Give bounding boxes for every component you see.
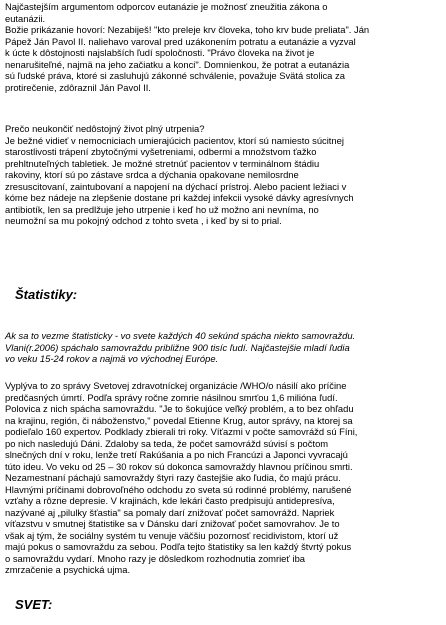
- paragraph-euthanasia-arguments: Najčastejším argumentom odporcov eutanázie je možnosť zneužitia zákona o eutanázii. Božie prikázanie hovorí: Nezabiješ! "kto preleje krv človeka, toho krv bude preliata". Ján Pápež Ján Pavol II. naliehavo varoval pred uzákonením potratu a eutanázie a vyzval k úcte k dôstojnosti najslabších ľudí spoločnosti. "Právo človeka na život je nenarušiteľné, najmä na jeho začiatku a konci". Domnienkou, že potrat a eutanázia sú ľudské práva, ktoré si zasluhujú zákonné schválenie, považuje Svätá stolica za protirečenie, zdôraznil Ján Pavol II.: [5, 1, 370, 93]
- heading-world: SVET:: [15, 597, 53, 612]
- paragraph-suffering: Prečo neukončiť nedôstojný život plný utrpenia? Je bežné vidieť v nemocniciach umierajúcich pacientov, ktorí sú namiesto súcitnej starostlivosti trápení zbytočnými vyšetreniami, odbermi a množstvom ťažko prehltnuteľných tabletiek. Je možné stretnúť pacientov v terminálnom štádiu rakoviny, ktorí sú po zástave srdca a dýchania opakovane nemilosrdne zresuscitovaní, zaintubovaní a napojení na dýchací prístroj. Alebo pacient ležiaci v kóme bez nádeje na zlepšenie dostane pri každej infekcii vysoké dávky agresívnych antibiotík, len sa predlžuje jeho utrpenie i keď ho už možno ani nevníma, no neumožní sa mu pokojný odchod z tohto sveta , i keď by si to prial.: [5, 123, 354, 226]
- heading-statistics: Štatistiky:: [15, 287, 78, 302]
- paragraph-statistics-note: Ak sa to vezme štatisticky - vo svete každých 40 sekúnd spácha niekto samovraždu. Vlani(r.2006) spáchalo samovraždu približne 900 tisíc ľudí. Najčastejšie mladí ľudia vo veku 15-24 rokov a najmä vo východnej Európe.: [5, 330, 356, 364]
- paragraph-who-report: Vyplýva to zo správy Svetovej zdravotníckej organizácie /WHO/o násilí ako príčine predčasných úmrtí. Podľa správy ročne zomrie násilnou smrťou 1,6 milióna ľudí. Polovica z nich spácha samovraždu. "Je to šokujúce veľký problém, a to bez ohľadu na krajinu, región, či náboženstvo," povedal Etienne Krug, autor správy, na ktorej sa podieľalo 160 expertov. Podklady zbierali tri roky. Víťazmi v počte samovrážd sú Fíni, po nich nasledujú Dáni. Zdaloby sa teda, že počet samovrážd súvisí s počtom slnečných dní v roku, lenže tretí Rakúšania a po nich Francúzi a Japonci vyvracajú túto ideu. Vo veku od 25 – 30 rokov sú dokonca samovraždy hlavnou príčinou smrti. Nezamestnaní páchajú samovraždy štyri razy častejšie ako ľudia, čo majú prácu. Hlavnými príčinami dobrovoľného odchodu zo sveta sú rodinné problémy, narušené vzťahy a rôzne depresie. V krajinách, kde lekári často predpisujú antidepresíva, nazývané aj „pilulky šťastia" sa pomaly darí znižovať počet samovrážd. Napriek víťazstvu v smutnej štatistike sa v Dánsku darí znižovať počet samovrahov. Je to však aj tým, že sociálny systém tu venuje väčšiu pozornosť recidivistom, ktorí už majú pokus o samovraždu za sebou. Podľa tejto štatistiky sa len každý štvrtý pokus o samovraždu vydarí. Mnoho razy je dôsledkom rozhodnutia zomrieť iba zmrzačenie a psychická ujma.: [5, 380, 358, 575]
